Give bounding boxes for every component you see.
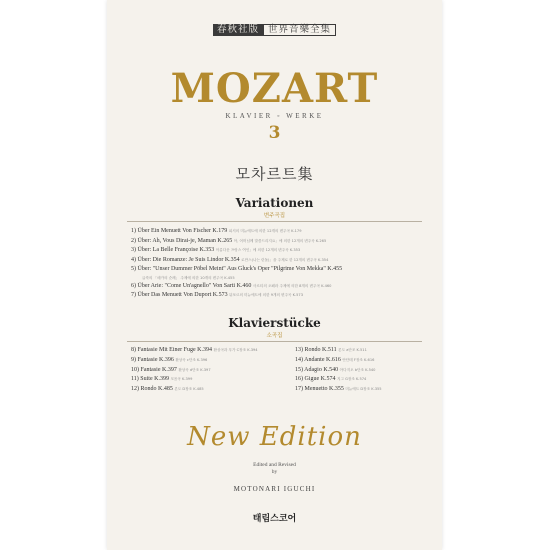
klavierstucke-list-right (295, 346, 455, 395)
item-title: 8) Fantasie Mit Einer Fuge K.394 (131, 347, 212, 353)
editor-line1: Edited and Revised (253, 462, 296, 468)
publisher-logo: 태림스코어 (252, 514, 297, 524)
item-title: 10) Fantasie K.397 (131, 366, 177, 373)
item-korean: 지그 G장조 K.574 (337, 377, 367, 382)
item-title: 5) Über: "Unser Dummer Pöbel Meint" Aus Gluck's Oper "Pilgrime Von Mekka" K.455 (131, 266, 343, 272)
editor-credit (107, 462, 442, 476)
item-korean: 로만스(나는 린돌)」을 주제로 한 12개의 변주곡 K.354 (241, 257, 329, 262)
item-korean: 환상곡 c단조 K.396 (175, 357, 208, 362)
item-korean: 아다지오 b단조 K.540 (339, 367, 376, 372)
list-item (131, 256, 431, 266)
item-title: 4) Über: Die Romanze: Je Suis Lindor K.354 (131, 256, 240, 263)
book-cover (107, 0, 442, 550)
series-header (107, 24, 442, 36)
klavierstucke-title: Klavierstücke (228, 316, 321, 330)
item-title: 14) Andante K.616 (295, 356, 341, 363)
item-korean: 아, 어머님께 말씀드리지요」에 의한 12개의 변주곡 K.265 (233, 238, 327, 243)
variationen-title: Variationen (235, 196, 314, 210)
korean-title: 모차르트集 (235, 165, 314, 183)
klavierstucke-list-left (131, 346, 291, 395)
list-item (131, 227, 431, 237)
item-korean: 론도 D장조 K.485 (174, 387, 204, 392)
list-item (295, 356, 455, 366)
item-korean: 아름다운 프랑스 여인」에 의한 12개의 변주곡 K.353 (215, 248, 301, 252)
list-item (295, 366, 455, 376)
variationen-list (131, 227, 431, 301)
new-edition-heading: New Edition (187, 422, 362, 452)
item-title: 11) Suite K.399 (131, 376, 169, 383)
section-divider (127, 221, 422, 222)
list-item (131, 385, 291, 395)
item-korean: 뒤포르의 미뉴에트에 의한 9개의 변주곡 K.573 (229, 293, 304, 297)
item-korean: 안단테 F장조 K.616 (342, 357, 375, 362)
list-item (131, 291, 431, 301)
item-korean: 환상곡과 푸가 C장조 K.394 (213, 348, 258, 352)
item-title: 13) Rondo K.511 (295, 347, 337, 353)
editor-name: MOTONARI IGUCHI (233, 485, 316, 493)
list-item (131, 246, 431, 256)
list-item (131, 237, 431, 247)
volume-number: 3 (268, 123, 281, 143)
variationen-korean: 변주곡집 (263, 213, 286, 219)
item-korean: 피셔의 미뉴에트에 의한 12개의 변주곡 K.179 (228, 229, 302, 233)
item-korean: 론도 a단조 K.511 (338, 348, 367, 352)
list-item (295, 375, 455, 385)
item-title: 15) Adagio K.540 (295, 366, 339, 373)
list-item (131, 265, 431, 275)
item-title: 16) Gigue K.574 (295, 376, 336, 383)
item-korean: 환상곡 d단조 K.397 (178, 367, 211, 372)
section-divider (127, 341, 422, 342)
item-title: 6) Über Arie: "Come Un'agnello" Von Sarti K.460 (131, 282, 252, 289)
item-korean: 사르티의 오페라 주제에 의한 8개의 변주곡 K.460 (252, 283, 332, 288)
list-item (131, 346, 291, 356)
list-item-sub: 글룩의 「메카의 순례」 주제에 의한 10개의 변주곡 K.455 (142, 275, 235, 280)
editor-line2: by (271, 469, 278, 475)
series-collection: 世界音樂全集 (263, 24, 336, 36)
item-title: 12) Rondo K.485 (131, 386, 173, 393)
list-item (131, 375, 291, 385)
series-publisher: 春秋社版 (213, 24, 263, 36)
list-item (131, 356, 291, 366)
list-item (131, 282, 431, 292)
item-title: 3) Über: La Belle Françoise K.353 (131, 247, 215, 253)
list-item (295, 346, 455, 356)
item-title: 9) Fantasie K.396 (131, 356, 174, 363)
klavierstucke-korean: 소곡집 (266, 333, 283, 339)
item-title: 17) Menuetto K.355 (295, 386, 344, 393)
item-korean: 미뉴에트 D장조 K.355 (345, 387, 382, 392)
item-title: 7) Über Das Menuett Von Duport K.573 (131, 292, 228, 298)
work-subtitle: KLAVIER ◦ WERKE (225, 112, 324, 120)
item-korean: 모음곡 K.399 (170, 377, 193, 382)
list-item (131, 366, 291, 376)
item-title: 2) Über: Ah, Vous Dirai-je, Maman K.265 (131, 237, 233, 244)
composer-title: MOZART (170, 65, 379, 112)
list-item (295, 385, 455, 395)
item-title: 1) Über Ein Menuett Von Fischer K.179 (131, 228, 228, 234)
